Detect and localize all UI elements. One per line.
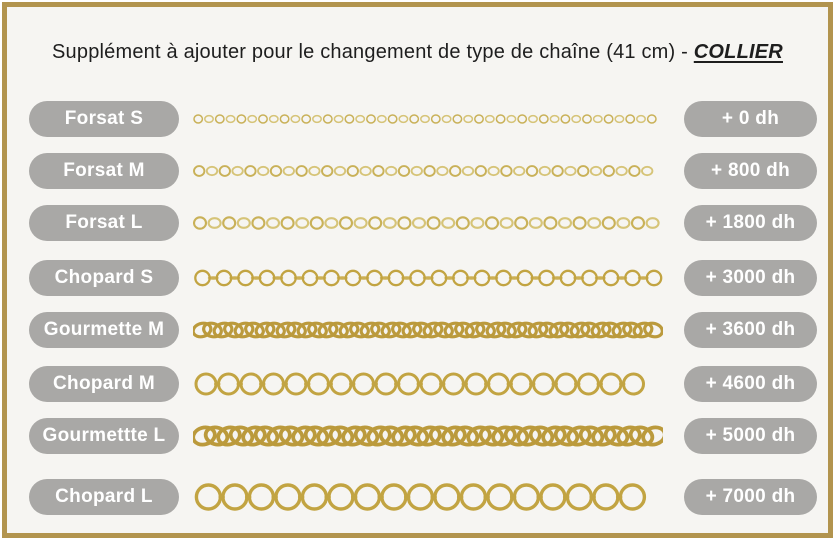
price-pill: + 800 dh: [684, 153, 817, 189]
chain-image: [193, 372, 663, 396]
chain-image: [193, 423, 663, 449]
chain-row: [7, 101, 836, 137]
chain-image: [193, 113, 663, 125]
chain-name-pill: Forsat L: [29, 205, 179, 241]
chain-row: [7, 479, 836, 515]
gold-frame: [2, 2, 833, 538]
page-title: [7, 41, 828, 64]
chain-image: [193, 320, 663, 340]
chain-name-pill: Chopard M: [29, 366, 179, 402]
price-pill: + 7000 dh: [684, 479, 817, 515]
chain-row: [7, 418, 836, 454]
chain-name-pill: Gourmette M: [29, 312, 179, 348]
price-pill: + 0 dh: [684, 101, 817, 137]
chain-name-pill: Forsat M: [29, 153, 179, 189]
price-pill: + 3000 dh: [684, 260, 817, 296]
chain-row: [7, 153, 836, 189]
price-pill: + 5000 dh: [684, 418, 817, 454]
chain-name-pill: Chopard S: [29, 260, 179, 296]
chain-row: [7, 260, 836, 296]
chain-name-pill: Gourmettte L: [29, 418, 179, 454]
chain-name-pill: Chopard L: [29, 479, 179, 515]
price-pill: + 3600 dh: [684, 312, 817, 348]
chain-image: [193, 215, 663, 231]
title-text: Supplément à ajouter pour le changement de type de chaîne (41 cm) -: [52, 41, 694, 63]
title-collier-highlight: COLLIER: [693, 41, 783, 63]
price-pill: + 1800 dh: [684, 205, 817, 241]
chain-row: [7, 205, 836, 241]
chain-image: [193, 483, 663, 511]
chain-image: [193, 268, 663, 288]
chain-image: [193, 164, 663, 178]
chain-row: [7, 312, 836, 348]
chain-row: [7, 366, 836, 402]
price-pill: + 4600 dh: [684, 366, 817, 402]
chain-name-pill: Forsat S: [29, 101, 179, 137]
